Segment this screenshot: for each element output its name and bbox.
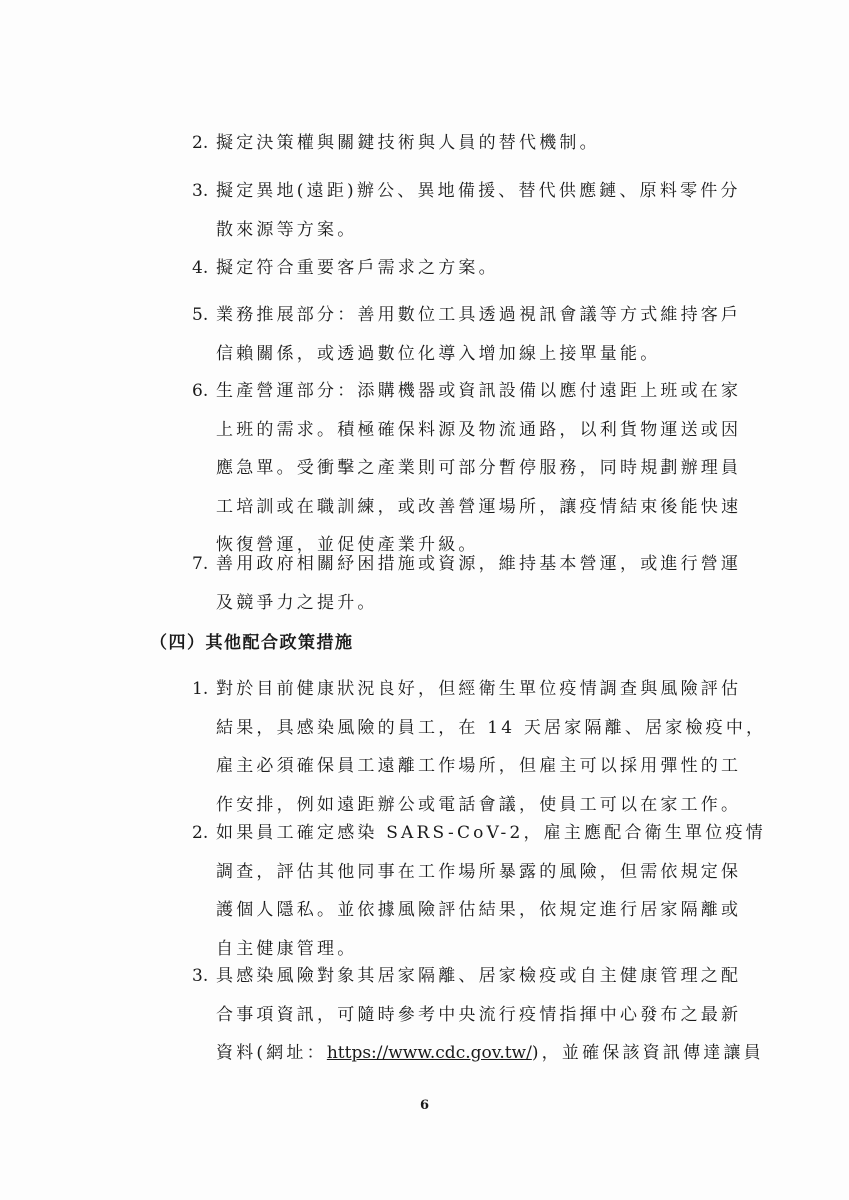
- list-item: [192, 172, 741, 249]
- item-text-line: 業務推展部分：善用數位工具透過視訊會議等方式維持客戶: [216, 305, 742, 325]
- list-item: [192, 372, 741, 565]
- item-text-line: 擬定決策權與關鍵技術與人員的替代機制。: [216, 133, 600, 153]
- item-text-line: 生產營運部分：添購機器或資訊設備以應付遠距上班或在家: [216, 381, 742, 401]
- list-item: [192, 545, 741, 622]
- item-text-line: 如果員工確定感染 SARS-CoV-2，雇主應配合衛生單位疫情: [216, 823, 766, 843]
- list-item: [192, 296, 741, 373]
- item-number: 1.: [192, 679, 209, 699]
- item-text-line: 工培訓或在職訓練，或改善營運場所，讓疫情結束後能快速: [216, 496, 742, 517]
- item-number: 6.: [192, 381, 209, 401]
- item-text-suffix: )，並確保該資訊傳達讓員: [531, 1043, 764, 1063]
- item-text-prefix: 資料(網址：: [216, 1043, 327, 1063]
- item-number: 3.: [192, 966, 209, 986]
- item-text-line: 善用政府相關紓困措施或資源，維持基本營運，或進行營運: [216, 554, 742, 574]
- item-text-line: 護個人隱私。並依據風險評估結果，依規定進行居家隔離或: [216, 900, 742, 920]
- page-number: 6: [419, 1098, 430, 1113]
- item-number: 2.: [192, 823, 209, 843]
- item-number: 3.: [192, 181, 209, 201]
- item-text-line: [216, 1034, 764, 1073]
- list-item: [192, 814, 766, 968]
- item-number: 7.: [192, 554, 209, 574]
- item-text-line: 對於目前健康狀況良好，但經衛生單位疫情調查與風險評估: [216, 679, 742, 699]
- item-text-line: 合事項資訊，可隨時參考中央流行疫情指揮中心發布之最新: [216, 1004, 742, 1025]
- list-item: [192, 124, 600, 163]
- item-text-line: 作安排，例如遠距辦公或電話會議，使員工可以在家工作。: [216, 794, 742, 815]
- item-text-line: 調查，評估其他同事在工作場所暴露的風險，但需依規定保: [216, 861, 742, 882]
- list-item: [192, 670, 766, 824]
- item-number: 2.: [192, 133, 209, 153]
- item-text-line: 自主健康管理。: [216, 938, 358, 959]
- item-text-line: 擬定符合重要客戶需求之方案。: [216, 258, 499, 278]
- item-text-line: 上班的需求。積極確保料源及物流通路，以利貨物運送或因: [216, 419, 742, 440]
- list-item: [192, 957, 764, 1073]
- item-number: 4.: [192, 258, 209, 278]
- item-text-line: 雇主必須確保員工遠離工作場所，但雇主可以採用彈性的工: [216, 756, 742, 776]
- item-text-line: 恢復營運，並促使產業升級。: [216, 535, 479, 555]
- item-text-line: 具感染風險對象其居家隔離、居家檢疫或自主健康管理之配: [216, 966, 742, 986]
- item-number: 5.: [192, 305, 209, 325]
- item-text-line: 信賴關係，或透過數位化導入增加線上接單量能。: [216, 343, 661, 364]
- item-text-line: 散來源等方案。: [216, 219, 358, 240]
- list-item: [192, 249, 499, 288]
- item-text-line: 及競爭力之提升。: [216, 592, 378, 613]
- section-heading: （四）其他配合政策措施: [150, 633, 354, 653]
- item-text-line: 結果，具感染風險的員工，在 14 天居家隔離、居家檢疫中，: [216, 717, 767, 738]
- cdc-website-link[interactable]: https://www.cdc.gov.tw/: [326, 1043, 532, 1063]
- item-text-line: 擬定異地(遠距)辦公、異地備援、替代供應鏈、原料零件分: [216, 181, 741, 201]
- item-text-line: 應急單。受衝擊之產業則可部分暫停服務，同時規劃辦理員: [216, 458, 742, 478]
